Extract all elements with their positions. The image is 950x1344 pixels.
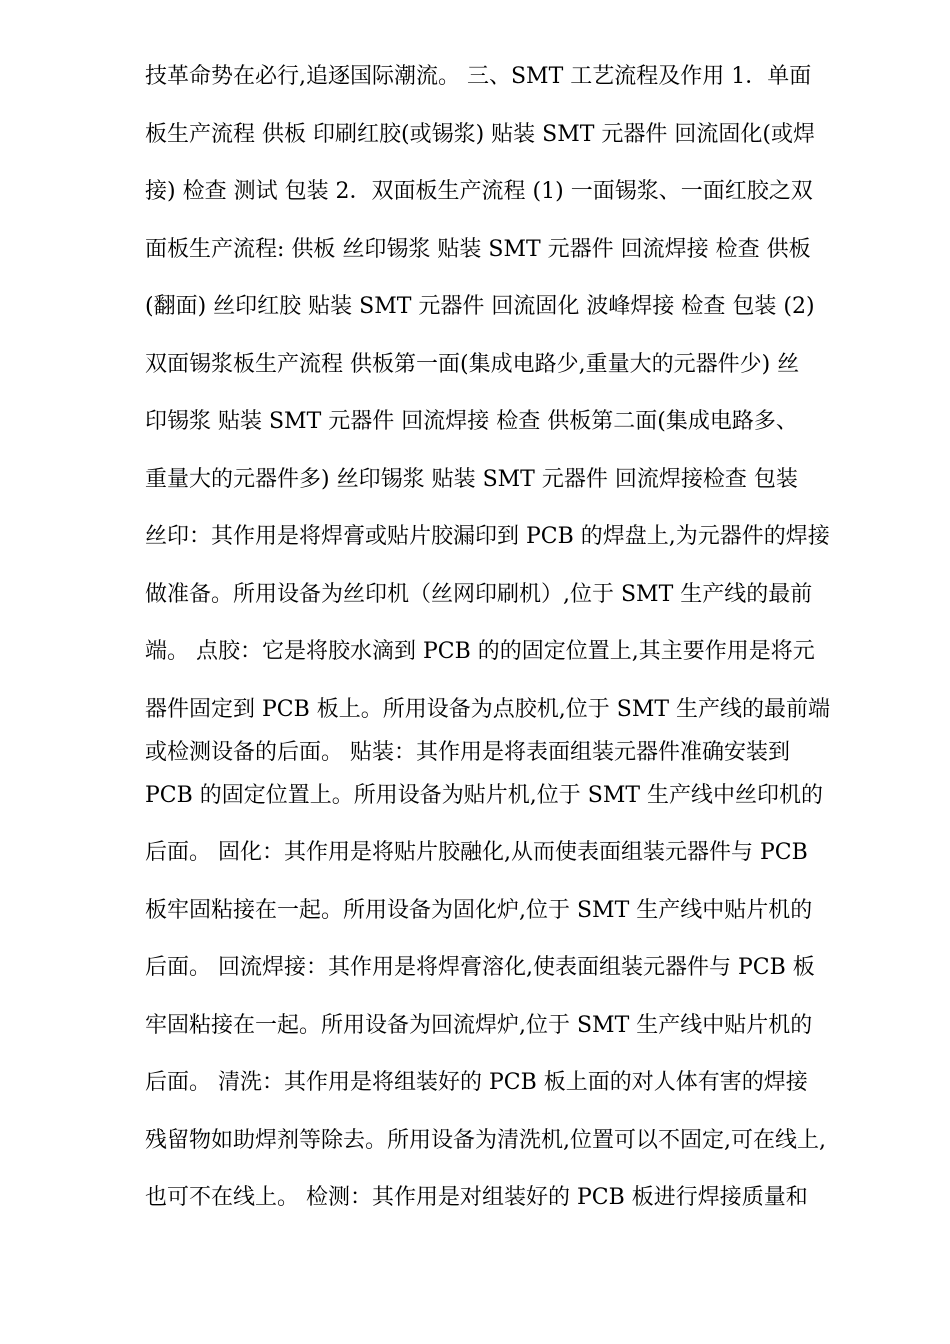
text-line: 牢固粘接在一起。所用设备为回流焊炉,位于 SMT 生产线中贴片机的 — [145, 1013, 813, 1038]
text-line: 重量大的元器件多) 丝印锡浆 贴装 SMT 元器件 回流焊接检查 包装 — [145, 467, 798, 492]
text-line: 或检测设备的后面。 贴装：其作用是将表面组装元器件准确安装到 — [145, 740, 790, 765]
text-line: 后面。 清洗：其作用是将组装好的 PCB 板上面的对人体有害的焊接 — [145, 1070, 808, 1095]
text-line: 后面。 固化：其作用是将贴片胶融化,从而使表面组装元器件与 PCB — [145, 840, 808, 865]
text-line: 也可不在线上。 检测：其作用是对组装好的 PCB 板进行焊接质量和 — [145, 1185, 808, 1210]
text-line: (翻面) 丝印红胶 贴装 SMT 元器件 回流固化 波峰焊接 检查 包装 (2) — [145, 294, 815, 319]
text-line: 残留物如助焊剂等除去。所用设备为清洗机,位置可以不固定,可在线上, — [145, 1128, 826, 1153]
text-line: PCB 的固定位置上。所用设备为贴片机,位于 SMT 生产线中丝印机的 — [145, 783, 824, 808]
text-line: 板生产流程 供板 印刷红胶(或锡浆) 贴装 SMT 元器件 回流固化(或焊 — [145, 122, 815, 147]
text-line: 印锡浆 贴装 SMT 元器件 回流焊接 检查 供板第二面(集成电路多、 — [145, 409, 798, 434]
text-line: 面板生产流程: 供板 丝印锡浆 贴装 SMT 元器件 回流焊接 检查 供板 — [145, 237, 811, 262]
text-line: 接) 检查 测试 包装 2．双面板生产流程 (1) 一面锡浆、一面红胶之双 — [145, 179, 813, 204]
text-line: 丝印：其作用是将焊膏或贴片胶漏印到 PCB 的焊盘上,为元器件的焊接 — [145, 524, 830, 549]
text-line: 双面锡浆板生产流程 供板第一面(集成电路少,重量大的元器件少) 丝 — [145, 352, 800, 377]
text-line: 端。 点胶：它是将胶水滴到 PCB 的的固定位置上,其主要作用是将元 — [145, 639, 815, 664]
text-line: 器件固定到 PCB 板上。所用设备为点胶机,位于 SMT 生产线的最前端 — [145, 697, 831, 722]
text-line: 板牢固粘接在一起。所用设备为固化炉,位于 SMT 生产线中贴片机的 — [145, 898, 813, 923]
text-line: 后面。 回流焊接：其作用是将焊膏溶化,使表面组装元器件与 PCB 板 — [145, 955, 815, 980]
text-line: 做准备。所用设备为丝印机（丝网印刷机）,位于 SMT 生产线的最前 — [145, 582, 813, 607]
text-line: 技革命势在必行,追逐国际潮流。 三、SMT 工艺流程及作用 1．单面 — [145, 64, 812, 89]
